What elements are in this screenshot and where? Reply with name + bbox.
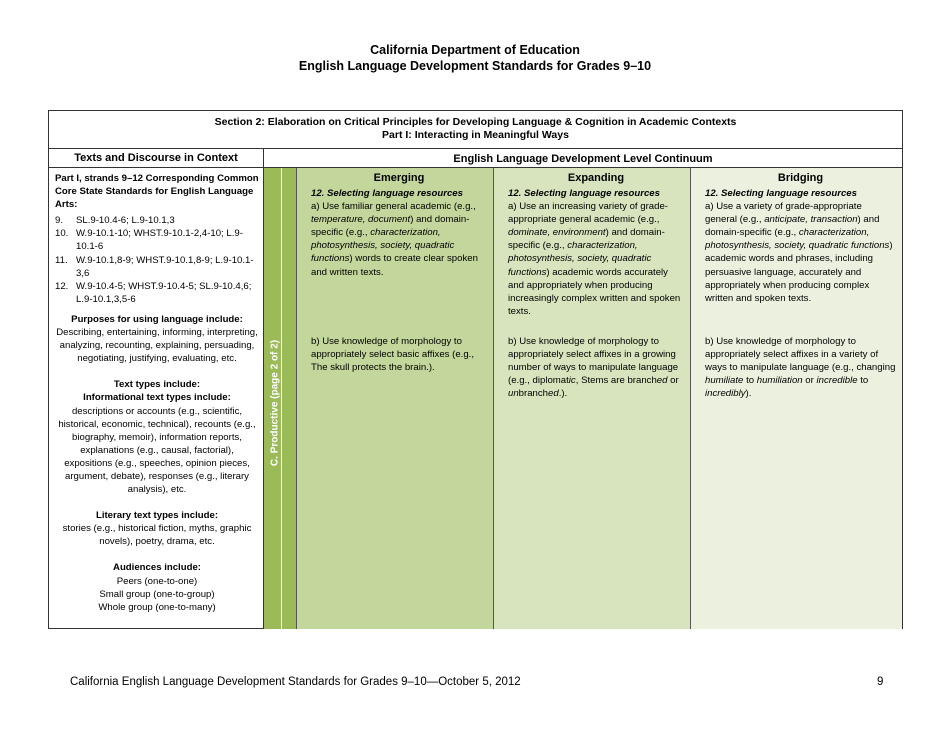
productive-strip-inner [282, 168, 297, 629]
part-b-text: b) Use knowledge of morphology to appropriately select affixes in a variety of ways to manipulate language (e.g., changing humiliate to humiliation or incredible to incredibly). [705, 336, 896, 400]
level-title-expanding: Expanding [567, 172, 625, 184]
page-number: 9 [877, 676, 884, 688]
text-types-title: Text types include: [113, 379, 201, 391]
part-a-text: a) Use an increasing variety of grade-appropriate general academic (e.g., dominate, environment) and domain-specific (e.g., characterization, photosynthesis, society, quadratic functions) academic words accurately and appropriately when producing increasingly complex written and spoken texts. [508, 201, 681, 317]
standard-item [55, 227, 259, 253]
audience-item: Whole group (one-to-many) [98, 601, 216, 613]
standard-text: SL.9-10.4-6; L.9-10.1,3 [76, 215, 175, 227]
part-b-text: b) Use knowledge of morphology to appropriately select basic affixes (e.g., The skull protects the brain.). [311, 336, 474, 374]
standards-list [55, 214, 259, 306]
part-a-text: a) Use familiar general academic (e.g., temperature, document) and domain-specific (e.g., characterization, photosynthesis, society, quadratic functions) words to create clear spoken and written texts. [311, 201, 478, 278]
standard-number: 11. [55, 254, 68, 266]
standard-number: 12. [55, 280, 69, 292]
footer-text: California English Language Development Standards for Grades 9–10—October 5, 2012 [70, 676, 521, 688]
document-header [0, 42, 950, 74]
standard-title: 12. Selecting language resources [508, 188, 660, 199]
section-subtitle: Part I: Interacting in Meaningful Ways [382, 129, 569, 141]
purposes-text: Describing, entertaining, informing, interpreting, analyzing, recounting, explaining, persuading, negotiating, justifying, evaluating, etc. [56, 327, 258, 365]
productive-label: C. Productive (page 2 of 2) [269, 339, 281, 467]
standard-title: 12. Selecting language resources [311, 188, 463, 199]
header-line-2: English Language Development Standards for Grades 9–10 [298, 59, 652, 73]
header-line-1: California Department of Education [370, 43, 580, 57]
audiences-title: Audiences include: [113, 562, 201, 574]
informational-title: Informational text types include: [83, 392, 231, 404]
section-title: Section 2: Elaboration on Critical Principles for Developing Language & Cognition in Academic Contexts [214, 116, 737, 128]
literary-text: stories (e.g., historical fiction, myths, graphic novels), poetry, drama, etc. [62, 523, 252, 548]
continuum-header: English Language Development Level Continuum [264, 149, 902, 168]
level-title-emerging: Emerging [373, 172, 425, 184]
standards-intro: Part I, strands 9–12 Corresponding Common Core State Standards for English Language Arts: [55, 173, 259, 211]
standard-item [55, 214, 259, 227]
standard-text: W.9-10.4-5; WHST.9-10.4-5; SL.9-10.4,6; L.9-10.1,3,5-6 [76, 280, 252, 305]
standard-title: 12. Selecting language resources [705, 188, 857, 199]
literary-title: Literary text types include: [95, 510, 219, 522]
standard-item [55, 280, 259, 306]
part-a-text: a) Use a variety of grade-appropriate general (e.g., anticipate, transaction) and domain-specific (e.g., characterization, photosynthesis, society, quadratic functions) academic words and phrases, including persuasive language, accurately and appropriately when producing complex written and spoken texts. [705, 201, 893, 304]
standard-number: 10. [55, 228, 69, 240]
bridging-column [691, 168, 902, 629]
expanding-column [494, 168, 691, 629]
purposes-title: Purposes for using language include: [71, 313, 243, 325]
section-heading [49, 111, 902, 149]
emerging-column [297, 168, 494, 629]
informational-text: descriptions or accounts (e.g., scientific, historical, economic, technical), recounts (e.g., biography, memoir), information reports, explanations (e.g., causal, factorial), expositions (e.g., speeches, opinion pieces, argument, debate), responses (e.g., literary analysis), etc. [58, 405, 256, 496]
standards-table [48, 110, 903, 629]
standard-text: W.9-10.1,8-9; WHST.9-10.1,8-9; L.9-10.1-3,6 [76, 254, 254, 279]
standard-number: 9. [55, 215, 64, 227]
audience-item: Peers (one-to-one) [116, 575, 198, 587]
standard-item [55, 254, 259, 280]
texts-discourse-column [49, 168, 264, 629]
audience-item: Small group (one-to-group) [99, 588, 215, 600]
left-column-header: Texts and Discourse in Context [49, 149, 264, 168]
part-b-text: b) Use knowledge of morphology to appropriately select affixes in a growing number of ways to manipulate language (e.g., diplomatic, Stems are branched or unbranched.). [508, 336, 679, 400]
level-title-bridging: Bridging [777, 172, 824, 184]
standard-text: W.9-10.1-10; WHST.9-10.1-2,4-10; L.9-10.1-6 [76, 228, 243, 253]
